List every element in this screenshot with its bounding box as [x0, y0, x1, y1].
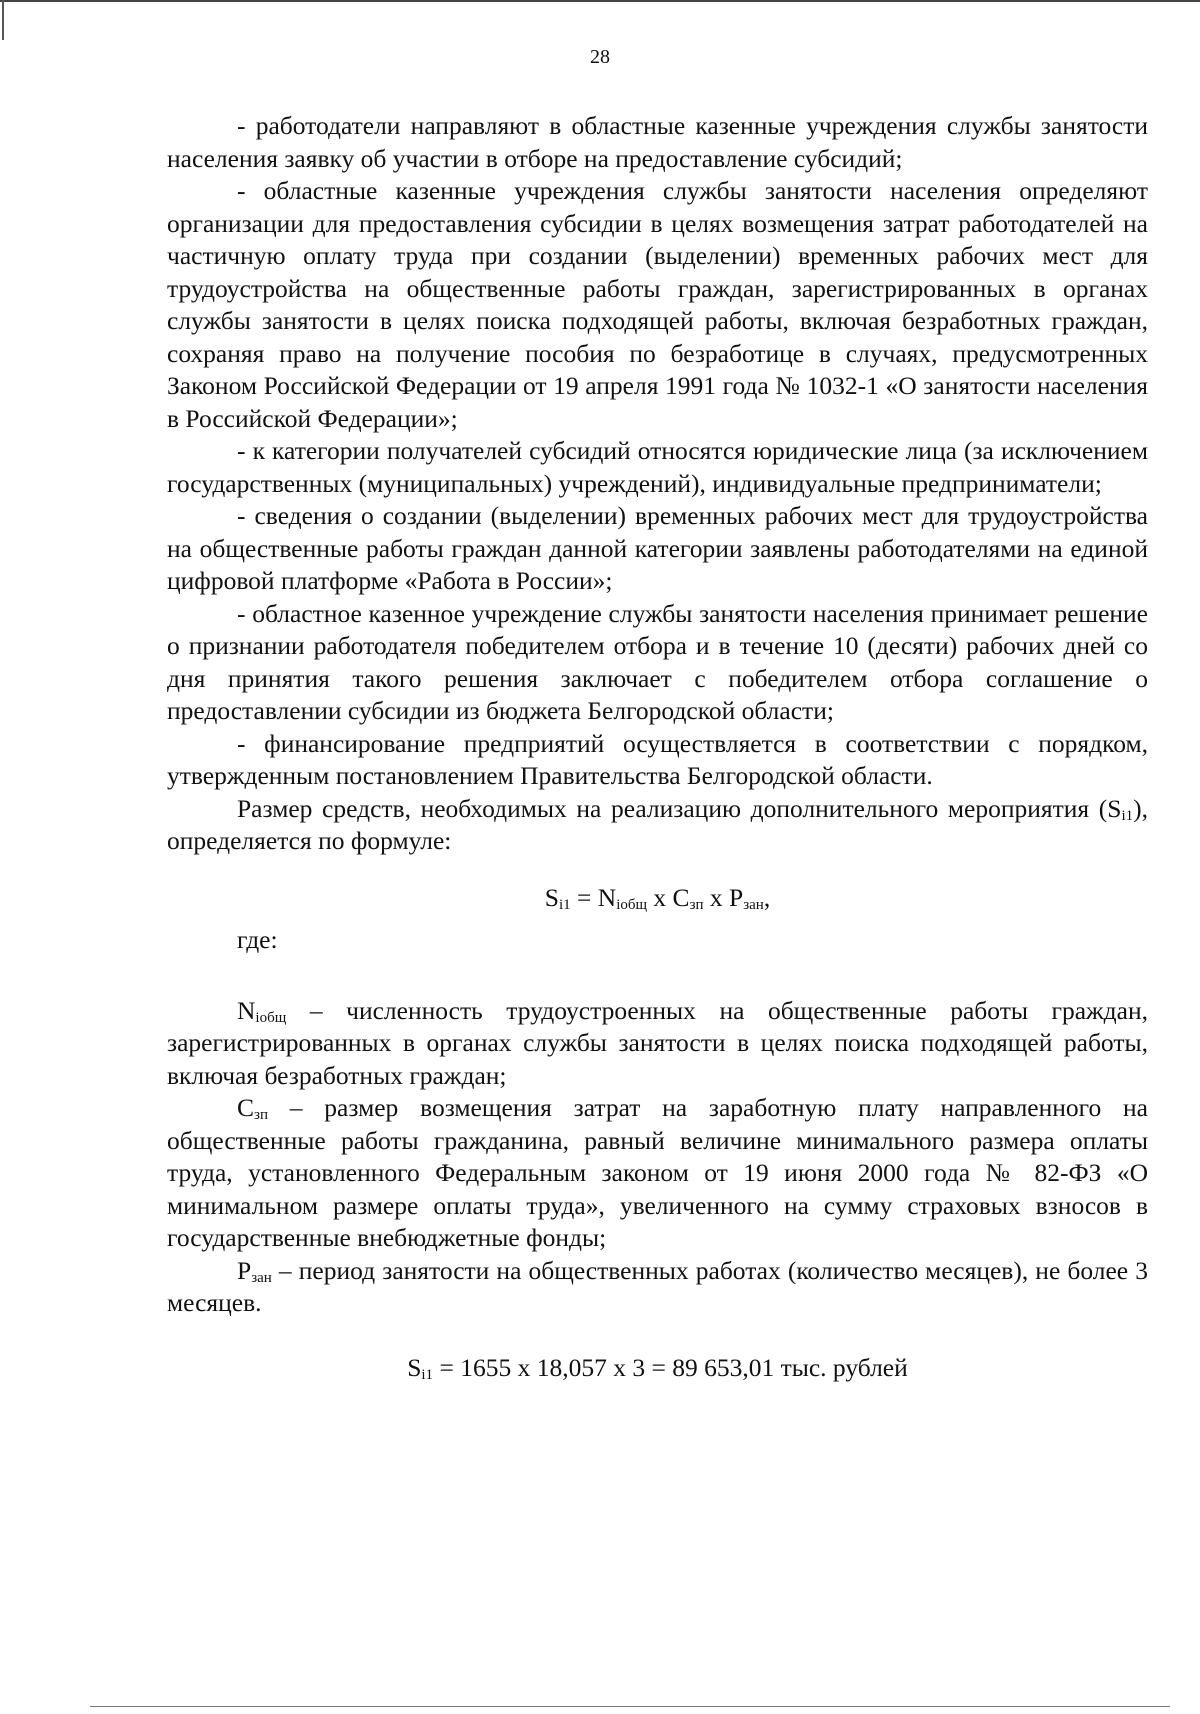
- scan-edge-bottom: [90, 1706, 1170, 1707]
- scan-edge-left: [2, 0, 4, 40]
- formula-calculation: $S_{i1} = 1655$ х 18,057 х 3 = 89 653,01 тыс. рублей: [407, 1352, 908, 1383]
- definition-n: $N_{iобщ}$ – численность трудоустроенных на общественные работы граждан, зарегистрированных в органах службы занятости в целях поиска подходящей работы, включая безработных граждан;: [167, 995, 1148, 1090]
- paragraph-recipient-category: - к категории получателей субсидий относятся юридические лица (за исключением государственных (муниципальных) учреждений), индивидуальные предприниматели;: [167, 436, 1148, 498]
- paragraph-job-information: - сведения о создании (выделении) временных рабочих мест для трудоустройства на общественные работы граждан данной категории заявлены работодателями на единой цифровой платформе «Работа в России»;: [167, 501, 1148, 595]
- page-number: 28: [590, 46, 610, 68]
- where-label: где:: [237, 925, 278, 954]
- paragraph-financing: - финансирование предприятий осуществляется в соответствии с порядком, утвержденным постановлением Правительства Белгородской области.: [167, 728, 1148, 790]
- definition-c: $С_{зп}$ – размер возмещения затрат на заработную плату направленного на общественные работы гражданина, равный величине минимального размера оплаты труда, установленного Федеральным законом от 19 июня 2000 года № 82-ФЗ «О минимальном размере оплаты труда», увеличенного на сумму страховых взносов в государственные внебюджетные фонды;: [167, 1093, 1148, 1252]
- paragraph-selection-decision: - областное казенное учреждение службы занятости населения принимает решение о признании работодателя победителем отбора и в течение 10 (десяти) рабочих дней со дня принятия такого решения заключает с победителем отбора соглашение о предоставлении субсидии из бюджета Белгородской области;: [167, 598, 1148, 725]
- document-body: [167, 110, 1148, 1394]
- definition-p: $Р_{зан}$ – период занятости на общественных работах (количество месяцев), не более 3 месяцев.: [167, 1255, 1148, 1317]
- paragraph-size-intro: Размер средств, необходимых на реализацию дополнительного мероприятия $(S_{i1})$, определяется по формуле:: [167, 793, 1148, 855]
- scan-edge-top: [0, 0, 1200, 2]
- formula-main: $S_{i1} = N_{iобщ}$ х $С_{зп}$ х $Р_{зан}$,: [544, 882, 771, 913]
- paragraph-institutions-determine: - областные казенные учреждения службы занятости населения определяют организации для предоставления субсидии в целях возмещения затрат работодателей на частичную оплату труда при создании (выделении) временных рабочих мест для трудоустройства на общественные работы граждан, зарегистрированных в органах службы занятости в целях поиска подходящей работы, включая безработных граждан, сохраняя право на получение пособия по безработице в случаях, предусмотренных Законом Российской Федерации от 19 апреля 1991 года № 1032-1 «О занятости населения в Российской Федерации»;: [167, 176, 1148, 433]
- paragraph-employers-application: - работодатели направляют в областные казенные учреждения службы занятости населения заявку об участии в отборе на предоставление субсидий;: [167, 111, 1148, 173]
